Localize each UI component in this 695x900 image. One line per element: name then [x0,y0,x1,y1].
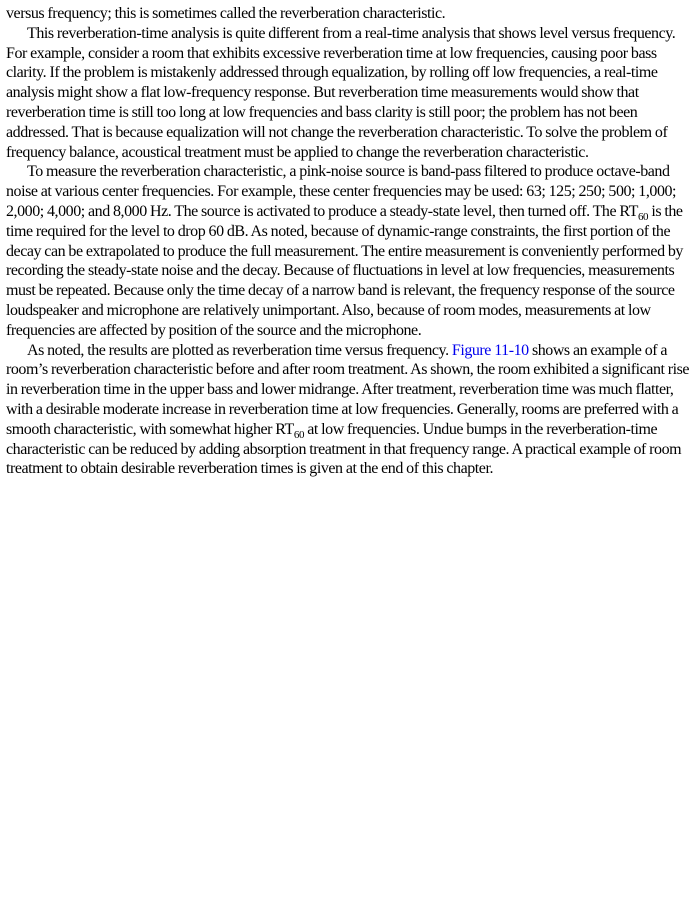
paragraph-measurement [6,162,690,340]
text-segment: To measure the reverberation characteristic, a pink-noise source is band-pass filtered to produce octave-band noise at various center frequencies. For example, these center frequencies may be used: 63; 125; 250; 500; 1,000; 2,000; 4,000; and 8,000 Hz. The source is activated to produce a steady-state level, then turned off. The [6,163,677,220]
rt60-subscript: 60 [637,210,649,223]
figure-11-10-link[interactable]: Figure 11-10 [451,341,529,359]
rt60-symbol: RT [275,420,294,438]
rt60-symbol: RT [619,202,638,220]
text-segment: As noted, the results are plotted as reverberation time versus frequency. [27,341,452,359]
paragraph-results [6,341,690,480]
rt60-subscript: 60 [293,428,304,441]
document-body [6,4,690,479]
text-segment: is the time required for the level to drop 60 dB. As noted, because of dynamic-range constraints, the first portion of the decay can be extrapolated to produce the full measurement. The entire measurement is conveniently performed by recording the steady-state noise and the decay. Because of fluctuations in level at low frequencies, measurements must be repeated. Because only the time decay of a narrow band is relevant, the frequency response of the source loudspeaker and microphone are relatively unimportant. Also, because of room modes, measurements at low frequencies are affected by position of the source and the microphone. [6,202,683,339]
text-segment: at low frequencies. Undue bumps in the reverberation-time characteristic can be reduced by adding absorption treatment in that frequency range. A practical example of room treatment to obtain desirable reverberation times is given at the end of this chapter. [6,420,682,478]
text-segment: shows an example of a room’s reverberation characteristic before and after room treatment. As shown, the room exhibited a significant rise in reverberation time in the upper bass and lower midrange. After treatment, reverberation time was much flatter, with a desirable moderate increase in reverberation time at low frequencies. Generally, rooms are preferred with a smooth characteristic, with somewhat higher [6,341,690,438]
paragraph-continuation: versus frequency; this is sometimes called the reverberation characteristic. [6,5,446,22]
paragraph-rt-analysis: This reverberation-time analysis is quite different from a real-time analysis that shows level versus frequency. For example, consider a room that exhibits excessive reverberation time at low frequencies, causing poor bass clarity. If the problem is mistakenly addressed through equalization, by rolling off low frequencies, a real-time analysis might show a flat low-frequency response. But reverberation time measurements would show that reverberation time is still too long at low frequencies and bass clarity is still poor; the problem has not been addressed. That is because equalization will not change the reverberation characteristic. To solve the problem of frequency balance, acoustical treatment must be applied to change the reverberation characteristic. [6,24,676,161]
